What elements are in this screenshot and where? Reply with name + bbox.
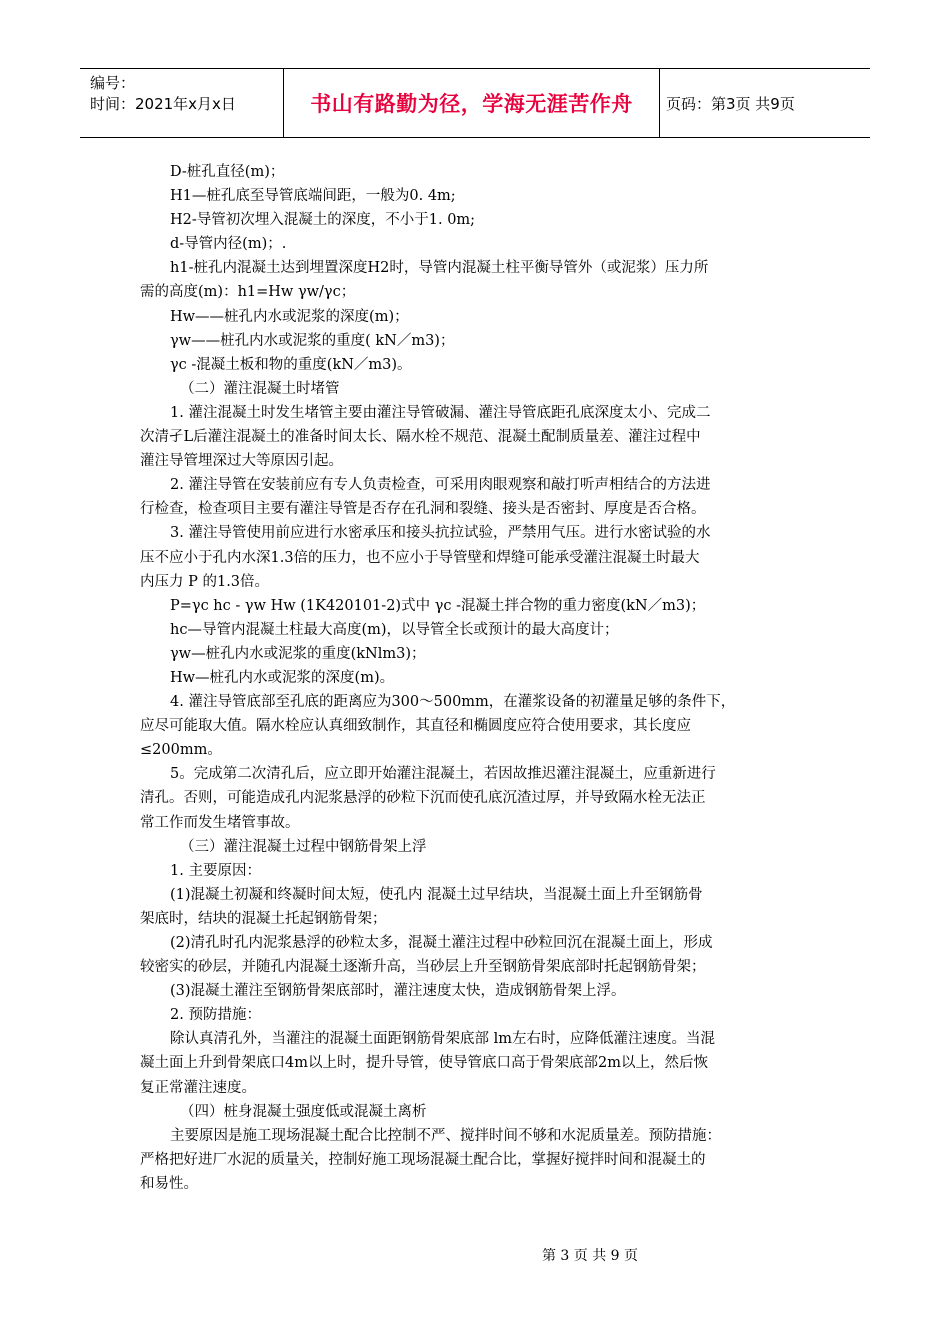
text-line: ≤200mm。: [140, 742, 222, 759]
text-line: 应尽可能取大值。隔水栓应认真细致制作，其直径和椭圆度应符合使用要求，其长度应: [140, 718, 691, 735]
text-line: 复正常灌注速度。: [140, 1079, 256, 1096]
text-line: 内压力 P 的1.3倍。: [140, 573, 270, 590]
text-line: γc -混凝土板和物的重度(kN／m3)。: [170, 356, 412, 373]
text-line: (2)清孔时孔内泥浆悬浮的砂粒太多，混凝土灌注过程中砂粒回沉在混凝土面上，形成: [170, 935, 713, 951]
text-line: 常工作而发生堵管事故。: [140, 814, 300, 831]
section-heading: （四）桩身混凝土强度低或混凝土离析: [180, 1103, 427, 1120]
text-line: (1)混凝土初凝和终凝时间太短，使孔内 混凝土过早结块，当混凝土面上升至钢筋骨: [170, 886, 703, 903]
text-line: 严格把好进厂水泥的质量关，控制好施工现场混凝土配合比，掌握好搅拌时间和混凝土的: [140, 1151, 706, 1168]
text-line: 清孔。否则，可能造成孔内泥浆悬浮的砂粒下沉而使孔底沉渣过厚，并导致隔水栓无法正: [140, 790, 706, 807]
header-motto: 书山有路勤为径，学海无涯苦作舟: [283, 69, 660, 137]
text-line: 灌注导管埋深过大等原因引起。: [140, 453, 343, 470]
page-header: [80, 68, 870, 138]
text-line: d-导管内径(m)；.: [170, 236, 287, 253]
text-line: 2. 灌注导管在安装前应有专人负责检查，可采用肉眼观察和敲打听声相结合的方法进: [170, 477, 711, 494]
text-line: 压不应小于孔内水深1.3倍的压力，也不应小于导管壁和焊缝可能承受灌注混凝土时最大: [140, 549, 700, 566]
page-footer: 第 3 页 共 9 页: [541, 1248, 639, 1264]
text-line: 和易性。: [140, 1175, 198, 1192]
text-line: D-桩孔直径(m)；: [170, 164, 285, 180]
header-meta: [80, 69, 283, 137]
text-line: 1. 灌注混凝土时发生堵管主要由灌注导管破漏、灌注导管底距孔底深度太小、完成二: [170, 404, 711, 421]
number-label: 编号：: [90, 74, 136, 92]
text-line: 较密实的砂层，并随孔内混凝土逐渐升高，当砂层上升至钢筋骨架底部时托起钢筋骨架；: [140, 959, 706, 976]
text-line: Hw——桩孔内水或泥浆的深度(m)；: [170, 308, 409, 325]
text-line: hc—导管内混凝土柱最大高度(m)，以导管全长或预计的最大高度计；: [170, 621, 619, 638]
formula-line: P=γc hc - γw Hw (1K420101-2)式中 γc -混凝土拌合物的重力密度(kN／m3)；: [170, 597, 706, 614]
text-line: 次清孑L后灌注混凝土的准备时间太长、隔水栓不规范、混凝土配制质量差、灌注过程中: [140, 429, 701, 446]
text-line: H1—桩孔底至导管底端间距，一般为0. 4m;: [170, 188, 456, 205]
text-line: γw——桩孔内水或泥浆的重度( kN／m3)；: [170, 332, 455, 349]
text-line: 3. 灌注导管使用前应进行水密承压和接头抗拉试验，严禁用气压。进行水密试验的水: [170, 525, 711, 542]
text-line: 凝土面上升到骨架底口4m以上时，提升导管，使导管底口高于骨架底部2m以上，然后恢: [140, 1055, 708, 1072]
text-line: h1-桩孔内混凝土达到埋置深度H2时，导管内混凝土柱平衡导管外（或泥浆）压力所: [170, 260, 709, 277]
section-heading: （三）灌注混凝土过程中钢筋骨架上浮: [180, 838, 427, 855]
text-line: 主要原因是施工现场混凝土配合比控制不严、搅拌时间不够和水泥质量差。预防措施：: [170, 1127, 721, 1144]
text-line: 4. 灌注导管底部至孔底的距离应为300～500mm，在灌浆设备的初灌量足够的条件下，: [170, 694, 736, 711]
date-line: 时间：2021年x月x日: [90, 95, 236, 113]
text-line: H2-导管初次埋入混凝土的深度，不小于1. 0m;: [170, 212, 476, 229]
header-page-number: 页码：第3页 共9页: [666, 94, 795, 113]
text-line: 2. 预防措施：: [170, 1007, 261, 1024]
text-line: 需的高度(m)：h1=Hw γw/γc；: [140, 284, 356, 301]
section-heading: （二）灌注混凝土时堵管: [180, 380, 340, 397]
text-line: 5。完成第二次清孔后，应立即开始灌注混凝土，若因故推迟灌注混凝土，应重新进行: [170, 766, 716, 783]
text-line: (3)混凝土灌注至钢筋骨架底部时，灌注速度太快，造成钢筋骨架上浮。: [170, 983, 626, 1000]
text-line: 行检查，检查项目主要有灌注导管是否存在孔洞和裂缝、接头是否密封、厚度是否合格。: [140, 501, 706, 518]
text-line: γw—桩孔内水或泥浆的重度(kNlm3)；: [170, 645, 426, 662]
text-line: Hw—桩孔内水或泥浆的深度(m)。: [170, 669, 395, 686]
text-line: 1. 主要原因：: [170, 862, 261, 879]
text-line: 架底时，结块的混凝土托起钢筋骨架；: [140, 910, 387, 927]
text-line: 除认真清孔外，当灌注的混凝土面距钢筋骨架底部 lm左右时，应降低灌注速度。当混: [170, 1031, 715, 1048]
document-body: [140, 160, 810, 1196]
